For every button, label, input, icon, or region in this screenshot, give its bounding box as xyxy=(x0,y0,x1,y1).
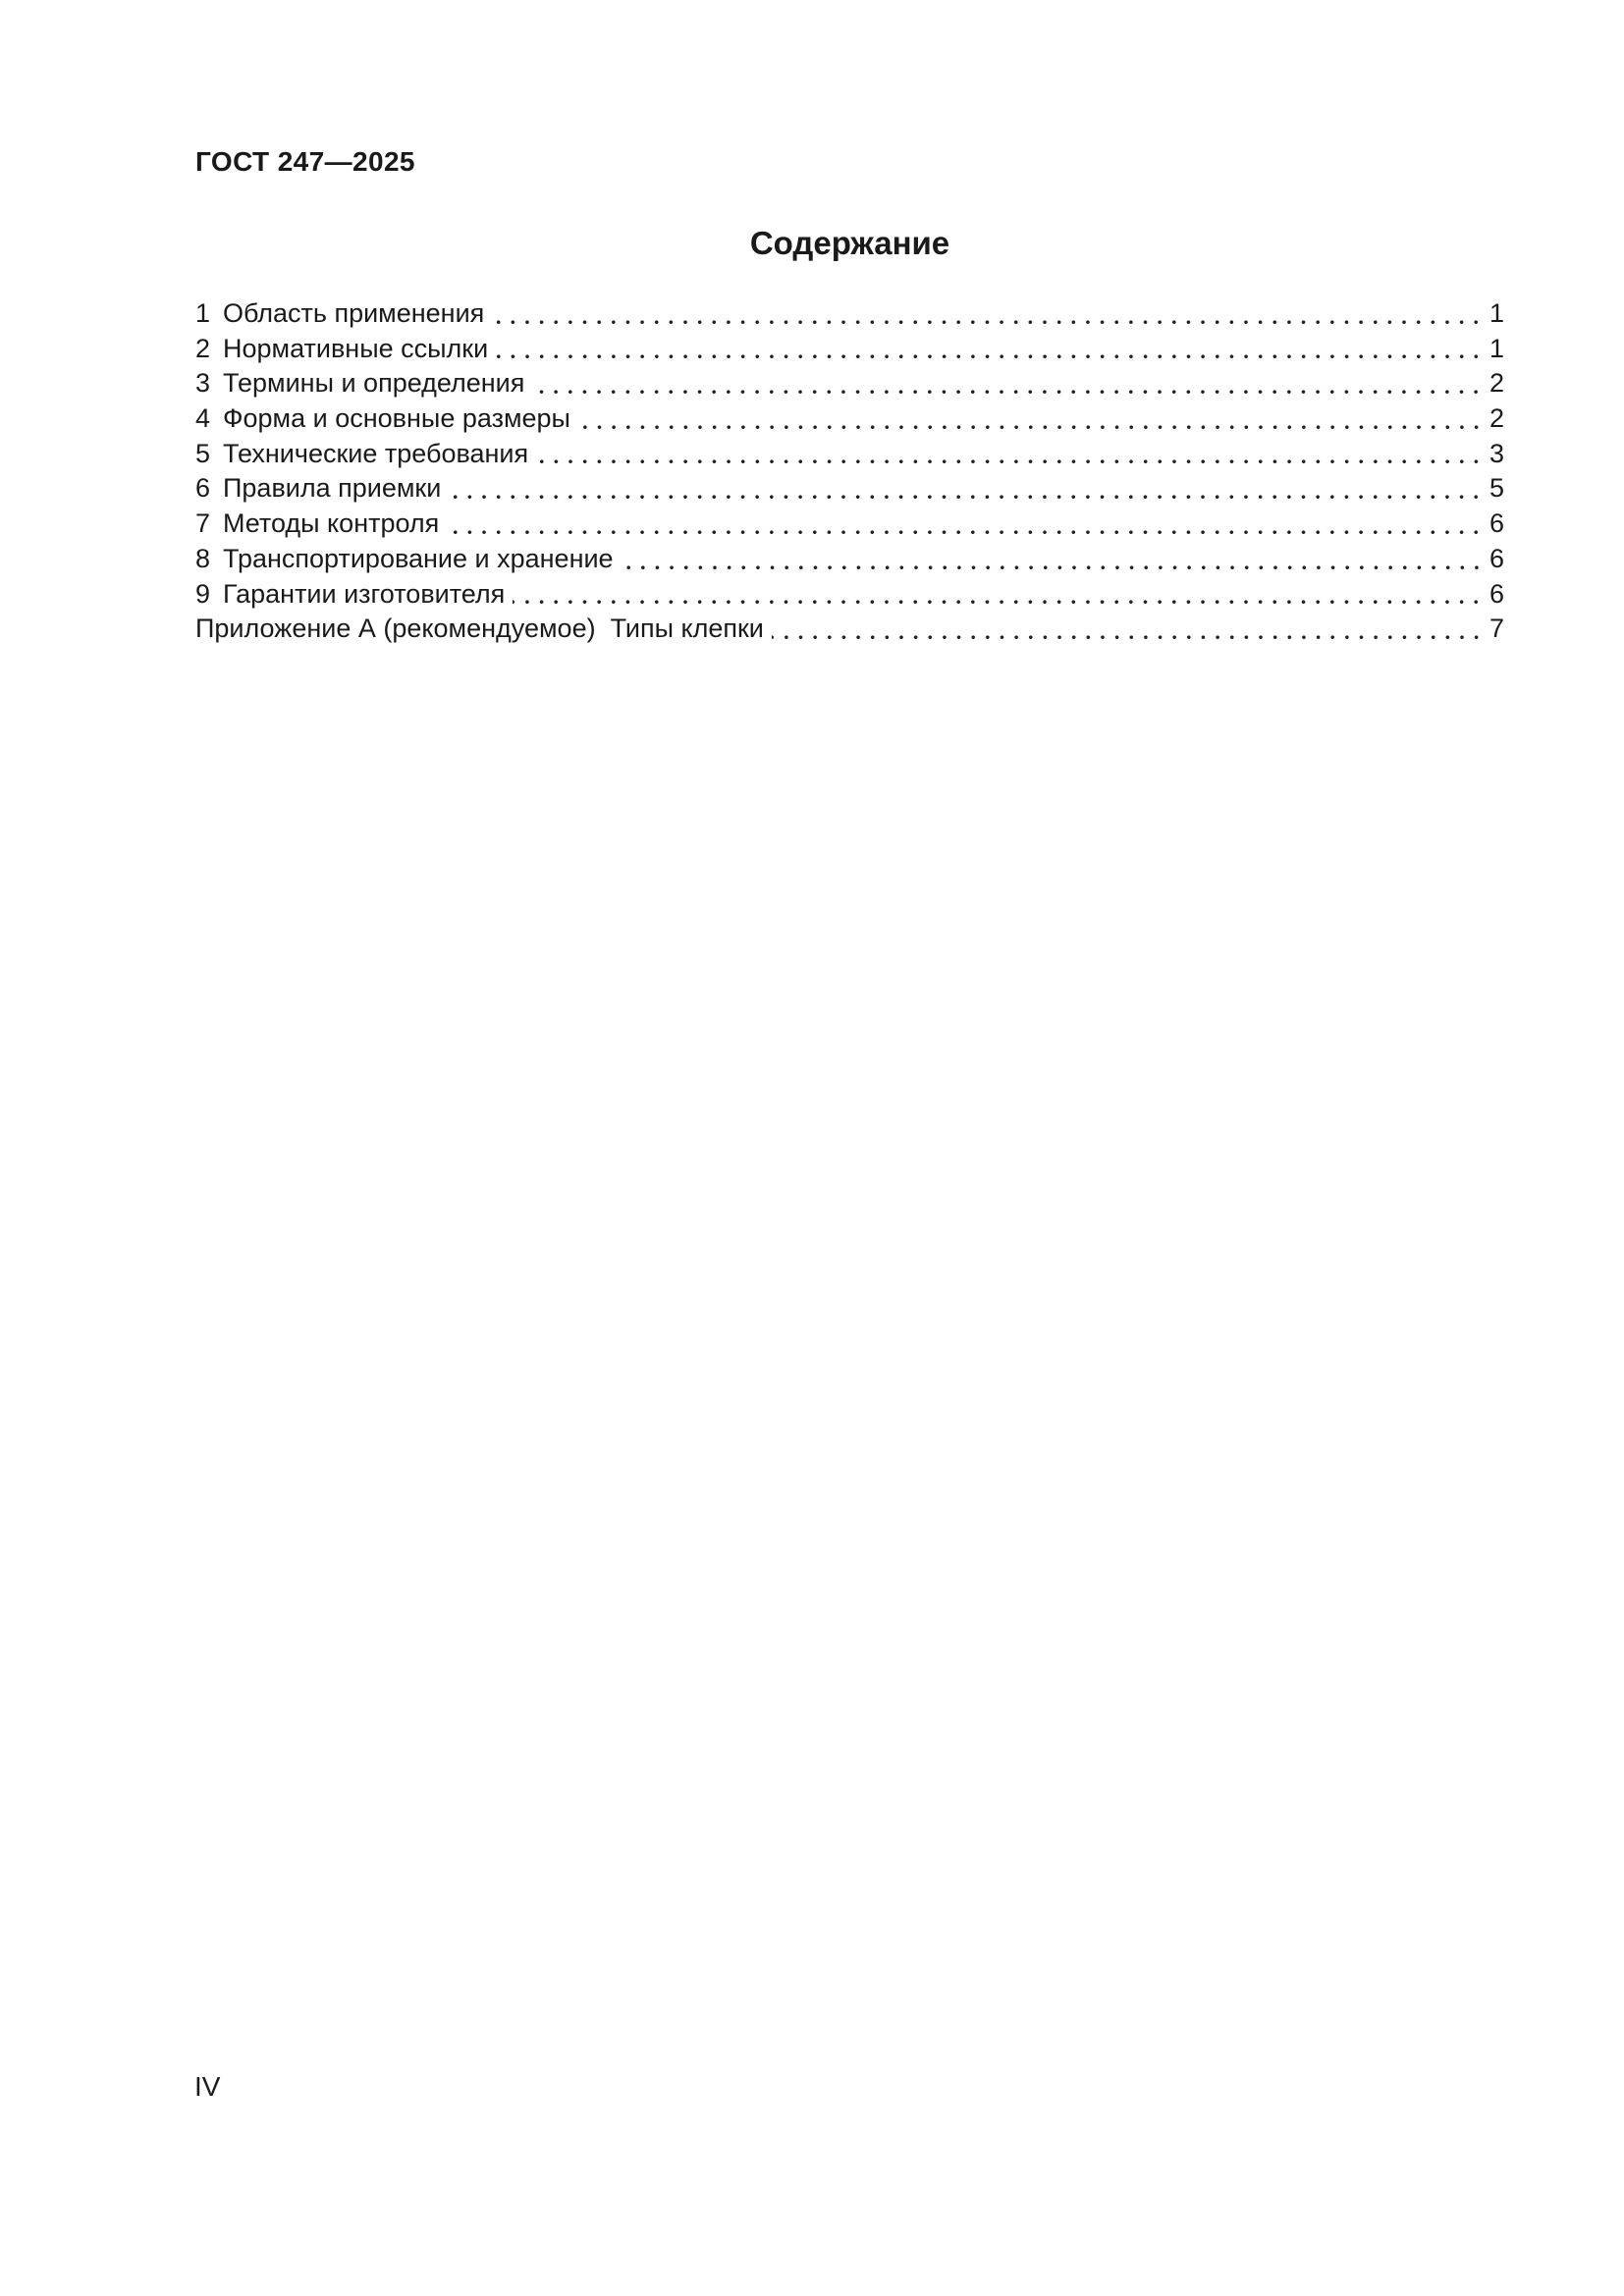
toc-entry xyxy=(195,296,1504,332)
toc-entry-number: 9 xyxy=(195,578,211,609)
toc-entry xyxy=(195,401,1504,437)
toc-entry-page: 5 xyxy=(1489,473,1504,504)
toc-entry-label: Правила приемки xyxy=(223,473,442,504)
toc-entry-page: 7 xyxy=(1489,614,1504,644)
toc-entry-page: 6 xyxy=(1489,578,1504,609)
toc-entry-number: 7 xyxy=(195,508,211,539)
toc-entry xyxy=(195,366,1504,401)
toc-entry-label: Нормативные ссылки xyxy=(223,333,489,363)
toc-dot-leader xyxy=(536,437,1489,472)
toc-entry-page: 1 xyxy=(1489,333,1504,363)
toc-entry-page: 6 xyxy=(1489,508,1504,539)
toc-list xyxy=(195,296,1504,647)
toc-entry-number: 8 xyxy=(195,543,211,573)
toc-entry-page: 3 xyxy=(1489,438,1504,468)
toc-entry-label: Методы контроля xyxy=(223,508,440,539)
toc-entry-label: Транспортирование и хранение xyxy=(223,543,614,573)
toc-dot-leader xyxy=(447,507,1489,542)
toc-dot-leader xyxy=(578,401,1489,437)
toc-entry-appendix xyxy=(195,612,1504,647)
toc-entry-label: Гарантии изготовителя xyxy=(223,578,506,609)
toc-entry-label: Приложение А (рекомендуемое) Типы клепки xyxy=(195,614,764,644)
toc-dot-leader xyxy=(496,332,1489,367)
toc-entry-label: Область применения xyxy=(223,298,485,328)
toc-dot-leader xyxy=(492,296,1489,332)
toc-entry-label: Термины и определения xyxy=(223,368,525,399)
toc-entry-number: 3 xyxy=(195,368,211,399)
toc-entry-label: Технические требования xyxy=(223,438,529,468)
toc-entry-label: Форма и основные размеры xyxy=(223,403,570,434)
toc-entry-number: 4 xyxy=(195,403,211,434)
toc-dot-leader xyxy=(532,366,1489,401)
toc-entry xyxy=(195,542,1504,577)
toc-entry-page: 1 xyxy=(1489,298,1504,328)
toc-title: Содержание xyxy=(749,225,950,261)
toc-entry-number: 2 xyxy=(195,333,211,363)
toc-entry xyxy=(195,507,1504,542)
toc-entry-page: 6 xyxy=(1489,543,1504,573)
toc-entry-page: 2 xyxy=(1489,368,1504,399)
page-number: IV xyxy=(194,2071,221,2102)
toc-dot-leader xyxy=(513,577,1489,613)
toc-entry xyxy=(195,437,1504,472)
toc-entry xyxy=(195,577,1504,613)
toc-entry-number: 5 xyxy=(195,438,211,468)
document-code: ГОСТ 247—2025 xyxy=(195,146,415,177)
toc-entry-number: 1 xyxy=(195,298,211,328)
toc-dot-leader xyxy=(772,612,1489,647)
toc-entry-number: 6 xyxy=(195,473,211,504)
toc-entry xyxy=(195,471,1504,507)
toc-dot-leader xyxy=(622,542,1489,577)
toc-entry-page: 2 xyxy=(1489,403,1504,434)
toc-dot-leader xyxy=(449,471,1489,507)
toc-entry xyxy=(195,332,1504,367)
